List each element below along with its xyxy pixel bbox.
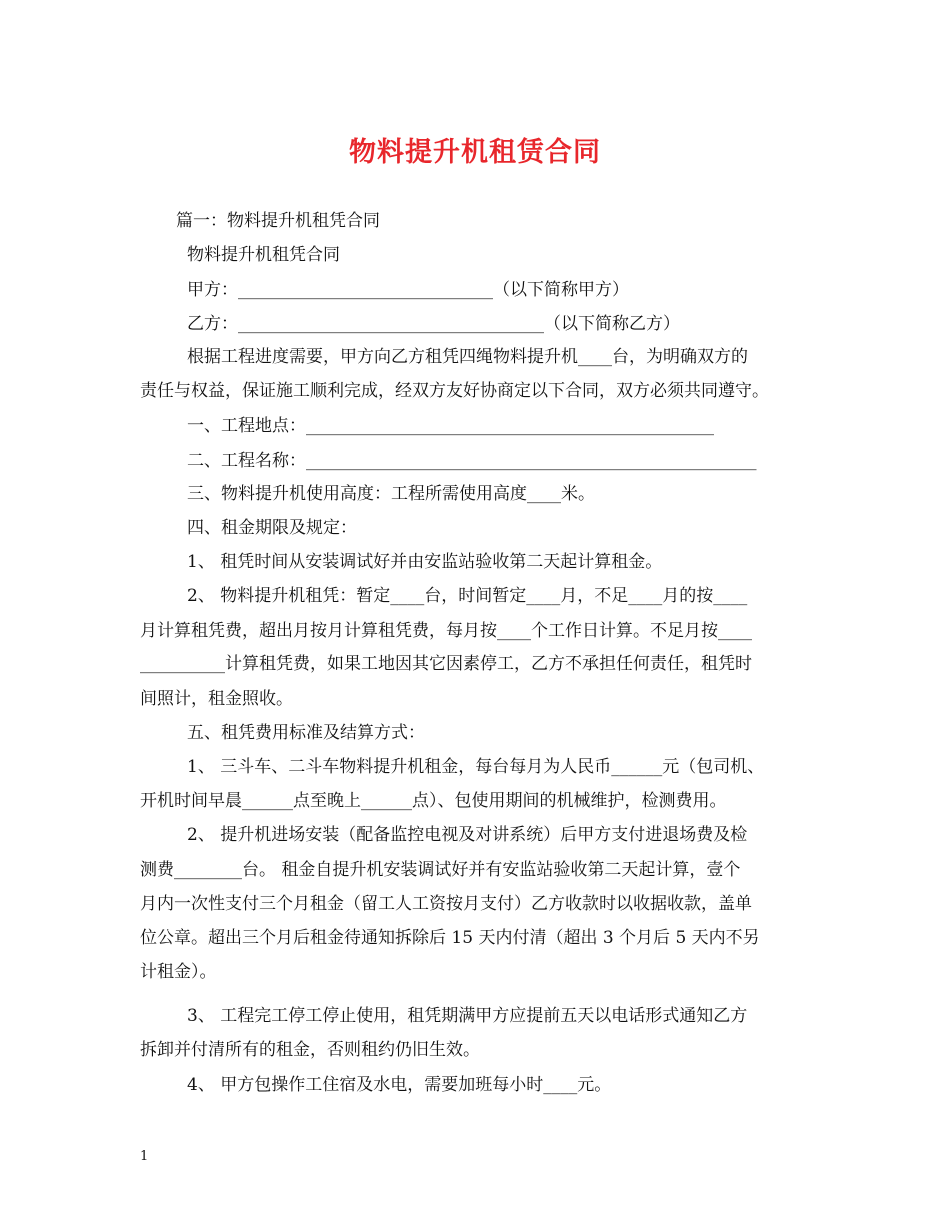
paragraph-line: 1、 租凭时间从安装调试好并由安监站验收第二天起计算租金。 [187,552,663,572]
paragraph-line: 4、 甲方包操作工住宿及水电，需要加班每小时____元。 [187,1075,612,1095]
paragraph-line: 拆卸并付清所有的租金，否则租约仍旧生效。 [140,1040,480,1060]
paragraph-line: 位公章。超出三个月后租金待通知拆除后 15 天内付清（超出 3 个月后 5 天内不另 [140,928,760,948]
paragraph-line: 1、 三斗车、二斗车物料提升机租金，每台每月为人民币______元（包司机、 [187,757,765,777]
paragraph-line: 3、 工程完工停工停止使用，租凭期满甲方应提前五天以电话形式通知乙方 [187,1006,748,1026]
paragraph-line: 计租金）。 [140,962,217,982]
paragraph-line: 根据工程进度需要，甲方向乙方租凭四绳物料提升机____台，为明确双方的 [187,347,748,367]
paragraph-line: 月计算租凭费，超出月按月计算租凭费，每月按____个工作日计算。不足月按____ [140,621,752,641]
paragraph-line: 一、工程地点：________________________________________________ [187,416,714,436]
document-title: 物料提升机租赁合同 [349,137,601,168]
contract-subtitle: 物料提升机租凭合同 [187,245,340,265]
paragraph-line: __________计算租凭费，如果工地因其它因素停工，乙方不承担任何责任，租凭时 [140,654,752,674]
paragraph-line: 二、工程名称：_____________________________________________________ [187,451,757,471]
paragraph-line: 开机时间早晨______点至晚上______点）、包使用期间的机械维护，检测费用。 [140,791,727,811]
party-a-line: 甲方：______________________________（以下简称甲方） [187,280,629,300]
paragraph-line: 月内一次性支付三个月租金（留工人工资按月支付）乙方收款时以收据收款，盖单 [140,894,752,914]
page-number: 1 [140,1149,149,1164]
paragraph-line: 四、租金期限及规定： [187,518,357,538]
section-heading: 篇一：物料提升机租凭合同 [176,211,380,231]
paragraph-line: 2、 物料提升机租凭：暂定____台，时间暂定____月，不足____月的按____ [187,586,748,606]
paragraph-line: 间照计，租金照收。 [140,689,293,709]
paragraph-line: 2、 提升机进场安装（配备监控电视及对讲系统）后甲方支付进退场费及检 [187,825,748,845]
paragraph-line: 责任与权益，保证施工顺利完成，经双方友好协商定以下合同，双方必须共同遵守。 [140,381,769,401]
paragraph-line: 测费________台。 租金自提升机安装调试好并有安监站验收第二天起计算，壹个 [140,860,741,880]
paragraph-line: 三、物料提升机使用高度：工程所需使用高度____米。 [187,484,595,504]
party-b-line: 乙方：____________________________________（以下简称乙方） [187,314,680,334]
paragraph-line: 五、租凭费用标准及结算方式： [187,723,425,743]
